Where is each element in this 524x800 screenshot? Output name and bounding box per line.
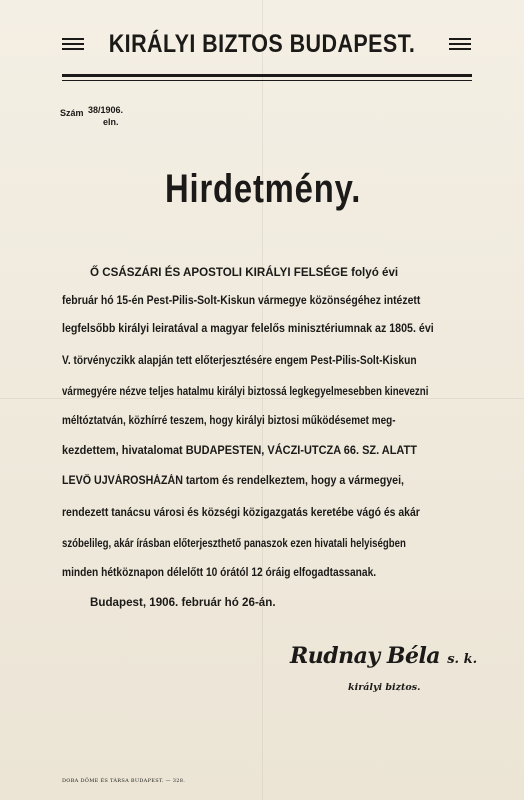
body-line: méltóztatván, közhírré teszem, hogy királyi biztosi működésemet meg- (62, 414, 396, 427)
body-line: rendezett tanácsu városi és községi közigazgatás keretébe vágó és akár (62, 506, 420, 519)
body-line: V. törvényczikk alapján tett előterjesztésére engem Pest-Pilis-Solt-Kiskun (62, 354, 417, 367)
body-line: Ő CSÁSZÁRI ÉS APOSTOLI KIRÁLYI FELSÉGE folyó évi (90, 266, 399, 279)
body-line: legfelsőbb királyi leiratával a magyar felelős minisztériumnak az 1805. évi (62, 322, 434, 335)
signature-title: királyi biztos. (348, 682, 421, 693)
header-title: KIRÁLYI BIZTOS BUDAPEST. (108, 30, 416, 58)
signature-name: Rudnay Béla (290, 643, 441, 669)
body-line: kezdettem, hivatalomat BUDAPESTEN, VÁCZI-UTCZA 66. SZ. ALATT (62, 443, 417, 457)
signature-suffix: s. k. (447, 652, 478, 667)
body-line: vármegyére nézve teljes hatalmu királyi biztossá legkegyelmesebben kinevezni (62, 385, 429, 398)
body-line: LEVŐ UJVÁROSHÁZÁN tartom és rendelkeztem, hogy a vármegyei, (62, 474, 405, 487)
date-line: Budapest, 1906. február hó 26-án. (90, 596, 276, 609)
reference-suffix: eln. (103, 117, 119, 127)
header-rule-thick (62, 74, 472, 77)
body-line: minden hétköznapon délelőtt 10 órától 12 óráig elfogadtassanak. (62, 566, 377, 579)
reference-label: Szám (60, 108, 84, 118)
body-line: szóbelileg, akár írásban előterjeszthető panaszok ezen hivatali helyiségben (62, 537, 406, 550)
header-ornament-right (449, 38, 471, 53)
reference-number: 38/1906. (88, 105, 124, 115)
printer-imprint: DOBA DÖME ÉS TÁRSA BUDAPEST. — 328. (62, 778, 186, 784)
vertical-fold-line (262, 0, 263, 800)
signature (290, 643, 477, 669)
reference-number-block (60, 105, 124, 127)
header-rule-thin (62, 80, 472, 81)
body-line: február hó 15-én Pest-Pilis-Solt-Kiskun vármegye közönségéhez intézett (62, 294, 421, 307)
document-title: Hirdetmény. (165, 167, 362, 211)
